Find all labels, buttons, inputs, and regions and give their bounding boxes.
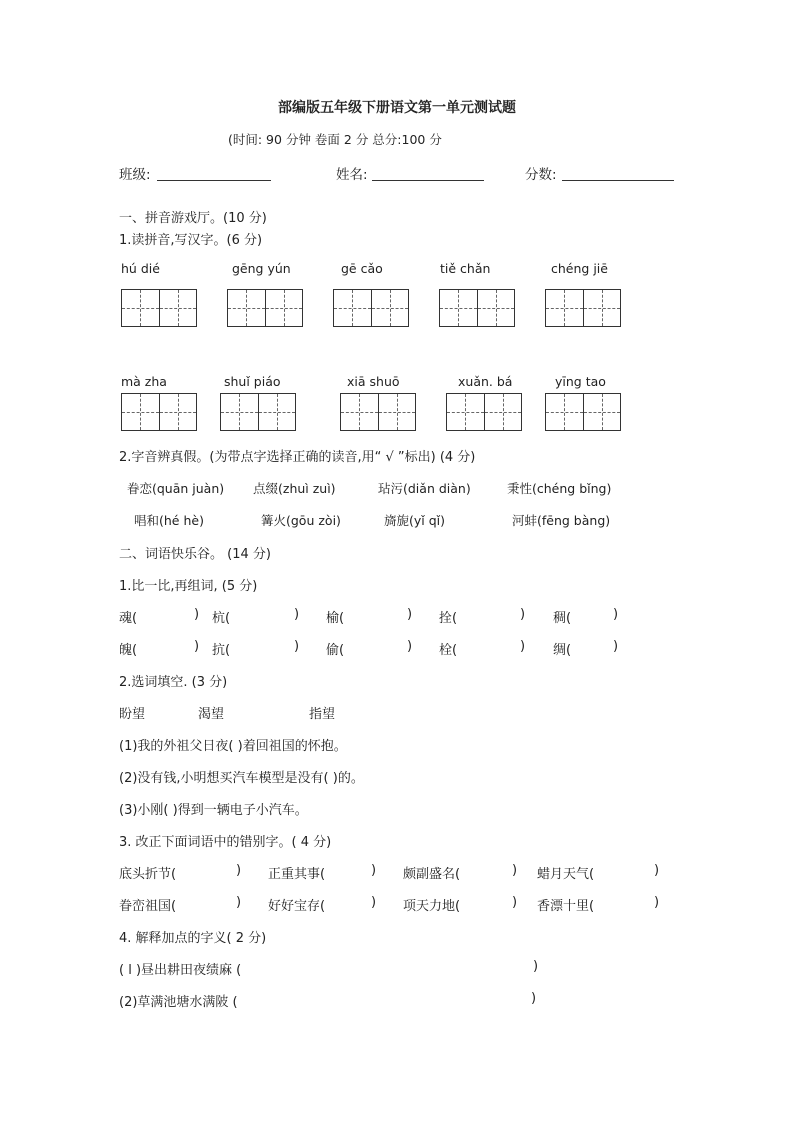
writing-grid[interactable] — [121, 289, 197, 327]
pron-item[interactable]: 眷恋(quān juàn) — [127, 481, 225, 496]
pron-item[interactable]: 点缀(zhuì zuì) — [253, 481, 336, 496]
writing-grid[interactable] — [446, 393, 522, 431]
correction-close: ) — [236, 863, 242, 878]
writing-grid[interactable] — [545, 289, 621, 327]
writing-grid[interactable] — [545, 393, 621, 431]
writing-grid[interactable] — [220, 393, 296, 431]
score-blank[interactable] — [562, 180, 674, 181]
page-title: 部编版五年级下册语文第一单元测试题 — [278, 100, 516, 116]
correction-close: ) — [654, 895, 660, 910]
pron-item[interactable]: 河蚌(fēng bàng) — [512, 513, 611, 528]
pinyin-2: gēng yún — [232, 261, 291, 276]
compare-close: ) — [294, 607, 300, 622]
pinyin-4: tiě chǎn — [440, 261, 491, 276]
exam-info: (时间: 90 分钟 卷面 2 分 总分:100 分 — [228, 132, 442, 147]
s2-q3-heading: 3. 改正下面词语中的错别字。( 4 分) — [119, 835, 332, 850]
section1-heading: 一、拼音游戏厅。(10 分) — [119, 211, 267, 226]
score-label: 分数: — [525, 167, 557, 183]
word-option: 指望 — [309, 707, 336, 722]
correction-close: ) — [654, 863, 660, 878]
s2-q2-heading: 2.选词填空. (3 分) — [119, 675, 228, 690]
pron-item[interactable]: 唱和(hé hè) — [134, 513, 204, 528]
compare-close: ) — [520, 639, 526, 654]
q1-heading: 1.读拼音,写汉字。(6 分) — [119, 233, 263, 248]
q2-heading: 2.字音辨真假。(为带点字选择正确的读音,用“ √ ”标出) (4 分) — [119, 450, 476, 465]
correction-item: 正重其事( — [268, 867, 326, 882]
correction-item: 底头折节( — [119, 867, 177, 882]
correction-item: 蜡月天气( — [537, 867, 595, 882]
s2-q4-heading: 4. 解释加点的字义( 2 分) — [119, 931, 267, 946]
fill-sentence[interactable]: (3)小刚( )得到一辆电子小汽车。 — [119, 803, 308, 818]
correction-close: ) — [512, 863, 518, 878]
correction-item: 香漂十里( — [537, 899, 595, 914]
correction-close: ) — [371, 863, 377, 878]
pinyin-1: hú dié — [121, 261, 160, 276]
compare-char: 抗( — [212, 643, 231, 658]
compare-close: ) — [407, 639, 413, 654]
s2-q1-heading: 1.比一比,再组词, (5 分) — [119, 579, 258, 594]
compare-char: 稠( — [553, 611, 572, 626]
correction-close: ) — [371, 895, 377, 910]
correction-item: 眷峦祖国( — [119, 899, 177, 914]
pinyin-6: mà zha — [121, 374, 167, 389]
word-option: 渴望 — [198, 707, 225, 722]
pinyin-5: chéng jiē — [551, 261, 608, 276]
meaning-line[interactable]: (2)草满池塘水满陂 ( — [119, 995, 238, 1010]
pron-item[interactable]: 秉性(chéng bǐng) — [507, 481, 612, 496]
fill-sentence[interactable]: (2)没有钱,小明想买汽车模型是没有( )的。 — [119, 771, 364, 786]
pinyin-3: gē cǎo — [341, 261, 383, 276]
pinyin-7: shuǐ piáo — [224, 374, 281, 389]
fill-sentence[interactable]: (1)我的外祖父日夜( )着回祖国的怀抱。 — [119, 739, 347, 754]
pron-item[interactable]: 玷污(diǎn diàn) — [378, 481, 471, 496]
correction-close: ) — [236, 895, 242, 910]
writing-grid[interactable] — [333, 289, 409, 327]
compare-close: ) — [407, 607, 413, 622]
writing-grid[interactable] — [439, 289, 515, 327]
writing-grid[interactable] — [121, 393, 197, 431]
name-blank[interactable] — [372, 180, 484, 181]
compare-char: 偷( — [326, 643, 345, 658]
compare-close: ) — [194, 639, 200, 654]
correction-item: 项天力地( — [403, 899, 461, 914]
compare-close: ) — [294, 639, 300, 654]
compare-close: ) — [194, 607, 200, 622]
compare-char: 绸( — [553, 643, 572, 658]
pron-item[interactable]: 旖旎(yǐ qǐ) — [384, 513, 446, 528]
writing-grid[interactable] — [340, 393, 416, 431]
compare-close: ) — [613, 639, 619, 654]
compare-char: 栓( — [439, 643, 458, 658]
pron-item[interactable]: 篝火(gōu zòi) — [261, 513, 341, 528]
compare-close: ) — [520, 607, 526, 622]
compare-char: 拴( — [439, 611, 458, 626]
class-label: 班级: — [119, 167, 151, 183]
word-option: 盼望 — [119, 707, 146, 722]
pinyin-10: yīng tao — [555, 374, 606, 389]
compare-close: ) — [613, 607, 619, 622]
class-blank[interactable] — [157, 180, 271, 181]
correction-item: 颇副盛名( — [403, 867, 461, 882]
correction-close: ) — [512, 895, 518, 910]
meaning-close: ) — [531, 991, 537, 1006]
correction-item: 好好宝存( — [268, 899, 326, 914]
compare-char: 魂( — [119, 611, 138, 626]
writing-grid[interactable] — [227, 289, 303, 327]
compare-char: 杭( — [212, 611, 231, 626]
compare-char: 榆( — [326, 611, 345, 626]
compare-char: 魄( — [119, 643, 138, 658]
name-label: 姓名: — [336, 167, 368, 183]
section2-heading: 二、词语快乐谷。 (14 分) — [119, 547, 271, 562]
meaning-close: ) — [533, 959, 539, 974]
pinyin-8: xiā shuō — [347, 374, 400, 389]
pinyin-9: xuǎn. bá — [458, 374, 513, 389]
meaning-line[interactable]: ( l )昼出耕田夜绩麻 ( — [119, 963, 242, 978]
